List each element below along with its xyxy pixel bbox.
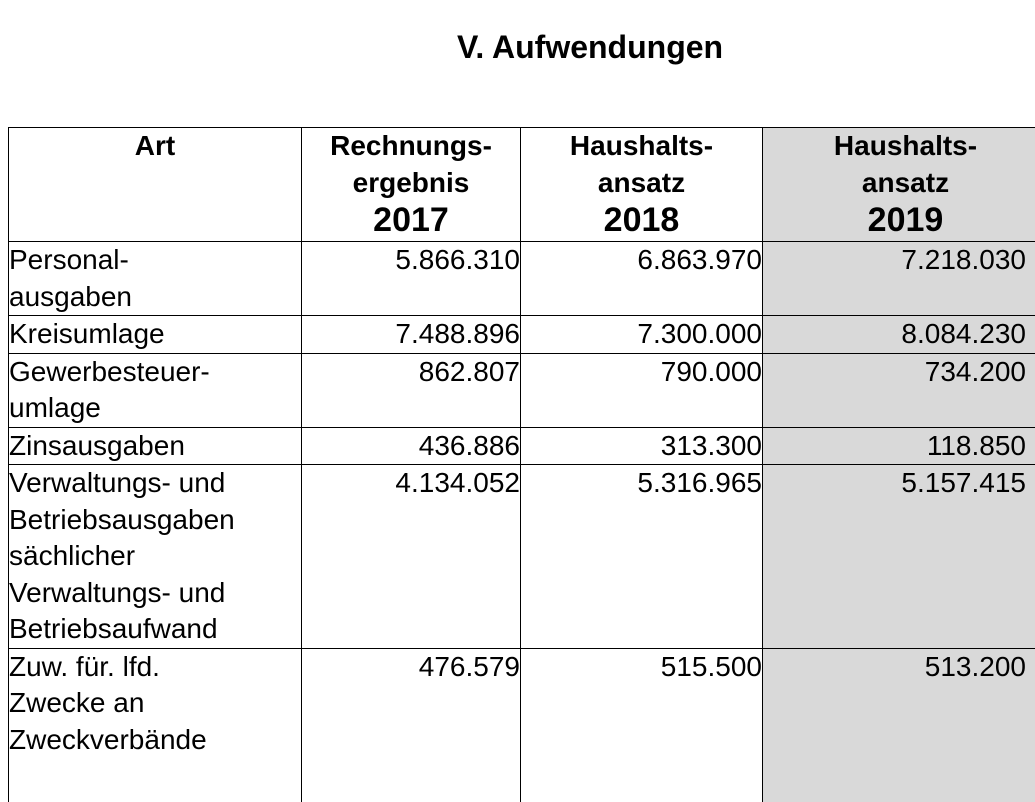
value-2017: 4.134.052	[302, 465, 521, 649]
header-2018: Haushalts- ansatz 2018	[521, 128, 763, 242]
row-label: Kreisumlage	[9, 316, 302, 354]
value-2018: 6.863.970	[521, 242, 763, 316]
value-2019: 513.200	[763, 648, 1035, 802]
table-row	[9, 353, 1035, 427]
table-row	[9, 242, 1035, 316]
value-2019: 118.850	[763, 427, 1035, 465]
table-row	[9, 316, 1035, 354]
value-2018: 515.500	[521, 648, 763, 802]
table-row	[9, 427, 1035, 465]
value-2018: 7.300.000	[521, 316, 763, 354]
table-header-row	[9, 128, 1035, 242]
value-2017: 7.488.896	[302, 316, 521, 354]
value-2017: 862.807	[302, 353, 521, 427]
value-2018: 5.316.965	[521, 465, 763, 649]
table-row	[9, 648, 1035, 802]
value-2017: 436.886	[302, 427, 521, 465]
value-2018: 313.300	[521, 427, 763, 465]
value-2017: 5.866.310	[302, 242, 521, 316]
page-title: V. Aufwendungen	[457, 29, 724, 65]
expenses-table	[8, 127, 1035, 802]
header-art: Art	[9, 128, 302, 242]
table-row	[9, 465, 1035, 649]
value-2017: 476.579	[302, 648, 521, 802]
header-2017: Rechnungs- ergebnis 2017	[302, 128, 521, 242]
value-2019: 734.200	[763, 353, 1035, 427]
value-2019: 7.218.030	[763, 242, 1035, 316]
value-2019: 8.084.230	[763, 316, 1035, 354]
row-label: Verwaltungs- und Betriebsausgaben sächlicher Verwaltungs- und Betriebsaufwand	[9, 465, 302, 649]
value-2019: 5.157.415	[763, 465, 1035, 649]
value-2018: 790.000	[521, 353, 763, 427]
header-2019: Haushalts- ansatz 2019	[763, 128, 1035, 242]
row-label: Zuw. für. lfd. Zwecke an Zweckverbände	[9, 648, 302, 802]
row-label: Gewerbesteuer- umlage	[9, 353, 302, 427]
row-label: Zinsausgaben	[9, 427, 302, 465]
row-label: Personal- ausgaben	[9, 242, 302, 316]
